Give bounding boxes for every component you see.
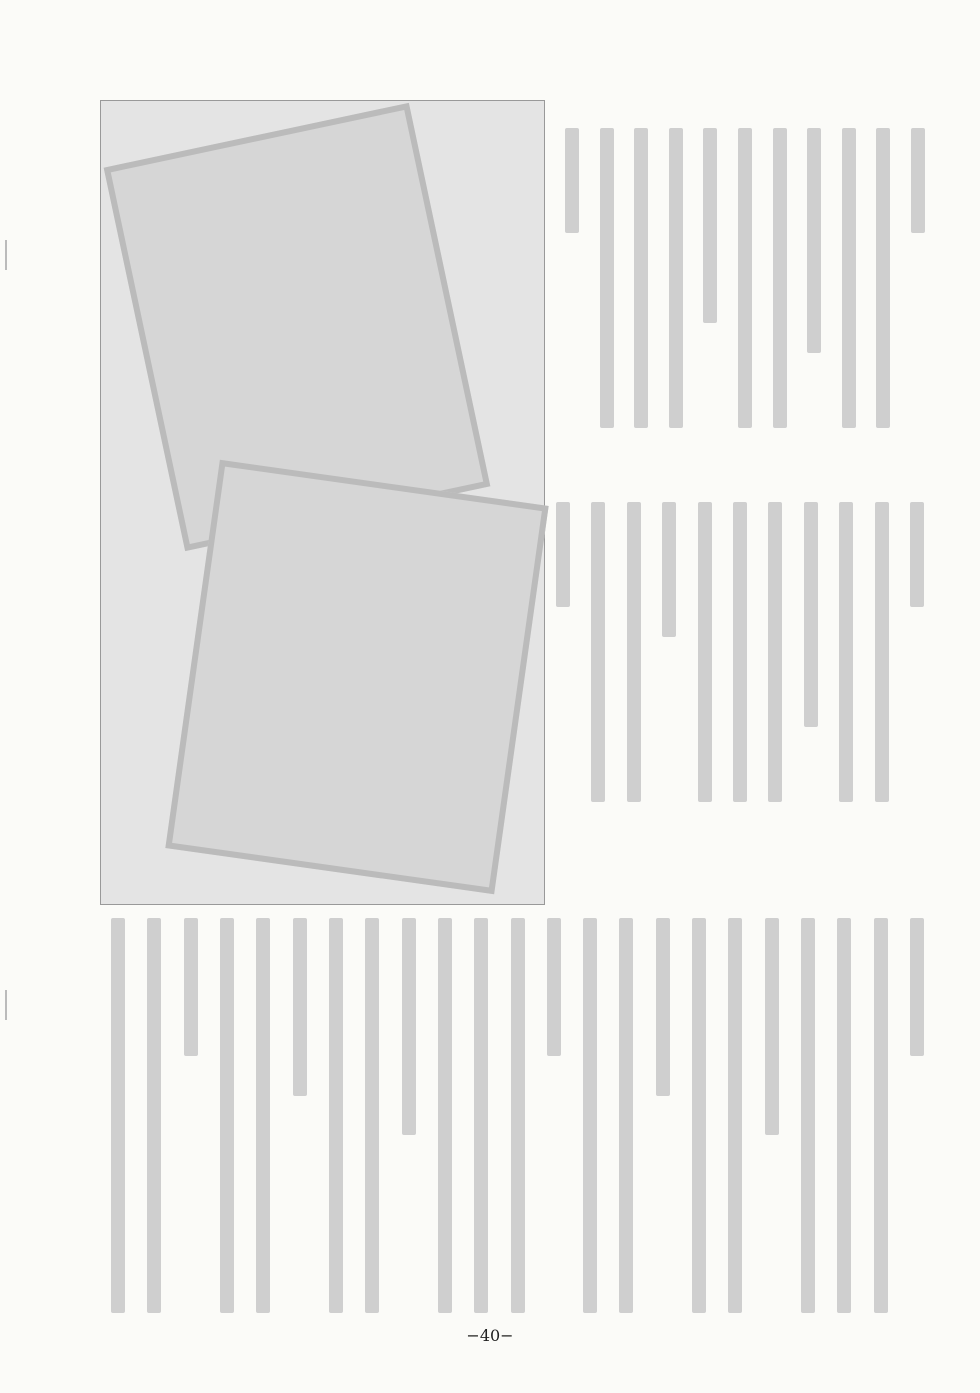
text-column-placeholder	[293, 918, 307, 1096]
text-column-placeholder	[329, 918, 343, 1313]
margin-mark	[5, 240, 7, 270]
illustration-frame	[165, 460, 548, 894]
text-column-placeholder	[184, 918, 198, 1056]
text-column-placeholder	[910, 918, 924, 1056]
text-column-placeholder	[874, 918, 888, 1313]
illustration-placeholder	[100, 100, 545, 905]
text-column-placeholder	[733, 502, 747, 802]
text-column-placeholder	[698, 502, 712, 802]
text-column-placeholder	[474, 918, 488, 1313]
text-column-placeholder	[511, 918, 525, 1313]
text-column-placeholder	[111, 918, 125, 1313]
text-column-placeholder	[256, 918, 270, 1313]
text-column-placeholder	[876, 128, 890, 428]
text-column-placeholder	[662, 502, 676, 637]
text-column-placeholder	[565, 128, 579, 233]
text-column-placeholder	[438, 918, 452, 1313]
text-block-upper-right	[555, 128, 935, 428]
text-column-placeholder	[402, 918, 416, 1135]
text-column-placeholder	[801, 918, 815, 1313]
text-column-placeholder	[627, 502, 641, 802]
text-column-placeholder	[583, 918, 597, 1313]
text-column-placeholder	[634, 128, 648, 428]
text-column-placeholder	[842, 128, 856, 428]
text-column-placeholder	[911, 128, 925, 233]
text-column-placeholder	[768, 502, 782, 802]
text-column-placeholder	[591, 502, 605, 802]
text-column-placeholder	[220, 918, 234, 1313]
text-column-placeholder	[738, 128, 752, 428]
text-column-placeholder	[765, 918, 779, 1135]
text-column-placeholder	[147, 918, 161, 1313]
text-column-placeholder	[875, 502, 889, 802]
text-column-placeholder	[839, 502, 853, 802]
text-column-placeholder	[365, 918, 379, 1313]
text-block-middle-right	[545, 502, 935, 802]
margin-mark	[5, 990, 7, 1020]
text-column-placeholder	[600, 128, 614, 428]
text-column-placeholder	[910, 502, 924, 607]
text-column-placeholder	[692, 918, 706, 1313]
text-column-placeholder	[656, 918, 670, 1096]
text-column-placeholder	[619, 918, 633, 1313]
text-column-placeholder	[728, 918, 742, 1313]
page-number: −40−	[466, 1326, 514, 1345]
text-column-placeholder	[669, 128, 683, 428]
text-block-bottom	[100, 918, 935, 1313]
text-column-placeholder	[547, 918, 561, 1056]
text-column-placeholder	[773, 128, 787, 428]
text-column-placeholder	[703, 128, 717, 323]
text-column-placeholder	[804, 502, 818, 727]
text-column-placeholder	[837, 918, 851, 1313]
text-column-placeholder	[807, 128, 821, 353]
text-column-placeholder	[556, 502, 570, 607]
